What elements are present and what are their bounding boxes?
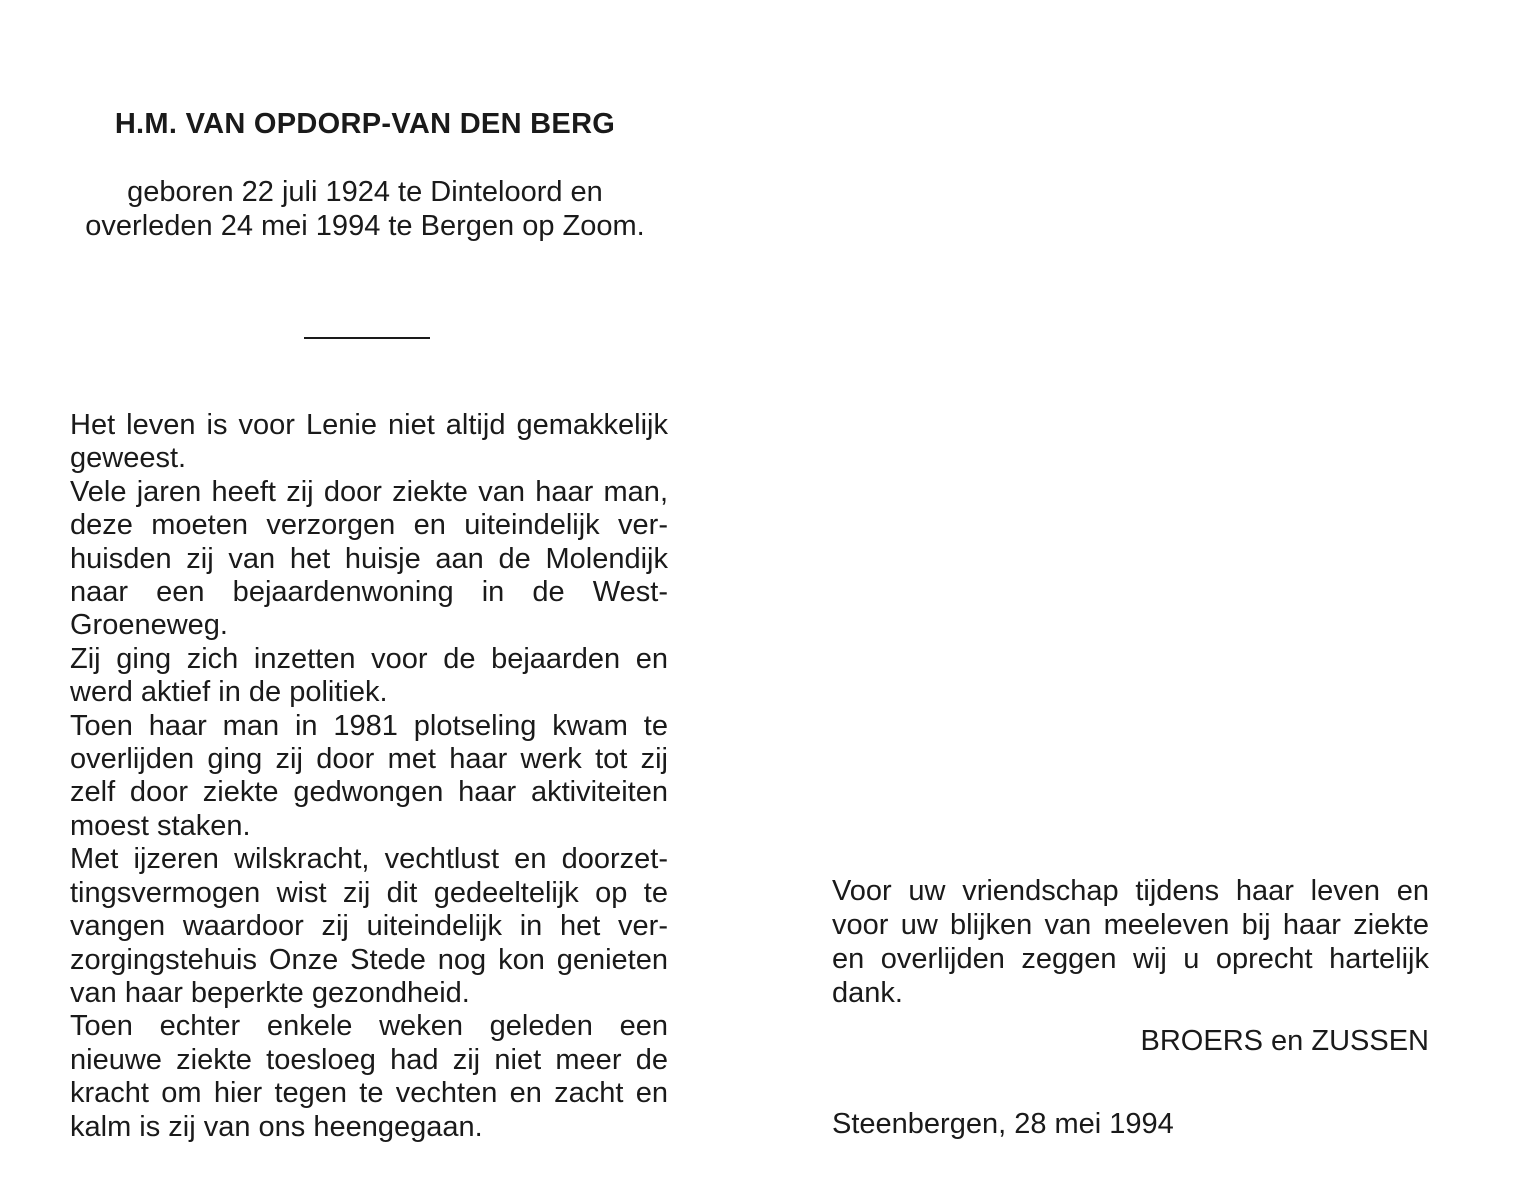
story-paragraph: Het leven is voor Lenie niet altijd gemakkelijk geweest. — [70, 409, 668, 475]
life-story — [70, 409, 668, 1144]
story-paragraph: Toen echter enkele weken geleden een nieuwe ziekte toesloeg had zij niet meer de kracht om hier tegen te vechten en zacht en kalm is zij van ons heengegaan. — [70, 1010, 668, 1143]
thanks-note: Voor uw vriendschap tijdens haar leven en voor uw blijken van meeleven bij haar ziekte en overlijden zeggen wij u oprecht hartelijk dank. — [832, 875, 1429, 1009]
story-paragraph: Toen haar man in 1981 plotseling kwam te overlijden ging zij door met haar werk tot zij zelf door ziekte gedwongen haar aktiviteiten moest staken. — [70, 709, 668, 842]
divider-line — [304, 337, 430, 339]
story-paragraph: Met ijzeren wilskracht, vechtlust en doorzettingsvermogen wist zij dit gedeeltelijk op te vangen waardoor zij uiteindelijk in het verzorgingstehuis Onze Stede nog kon genieten van haar beperkte gezondheid. — [70, 843, 668, 1009]
deceased-name: H.M. VAN OPDORP-VAN DEN BERG — [114, 108, 616, 140]
place-date: Steenbergen, 28 mei 1994 — [832, 1108, 1174, 1140]
birth-line: geboren 22 juli 1924 te Dinteloord en — [127, 176, 603, 208]
signature: BROERS en ZUSSEN — [1140, 1025, 1429, 1057]
story-paragraph: Vele jaren heeft zij door ziekte van haar man, deze moeten verzorgen en uiteindelijk verhuisden zij van het huisje aan de Molendijk naar een bejaardenwoning in de West-Groeneweg. — [70, 475, 668, 642]
death-line: overleden 24 mei 1994 te Bergen op Zoom. — [85, 210, 645, 242]
story-paragraph: Zij ging zich inzetten voor de bejaarden en werd aktief in de politiek. — [70, 642, 668, 709]
life-dates — [40, 175, 690, 243]
